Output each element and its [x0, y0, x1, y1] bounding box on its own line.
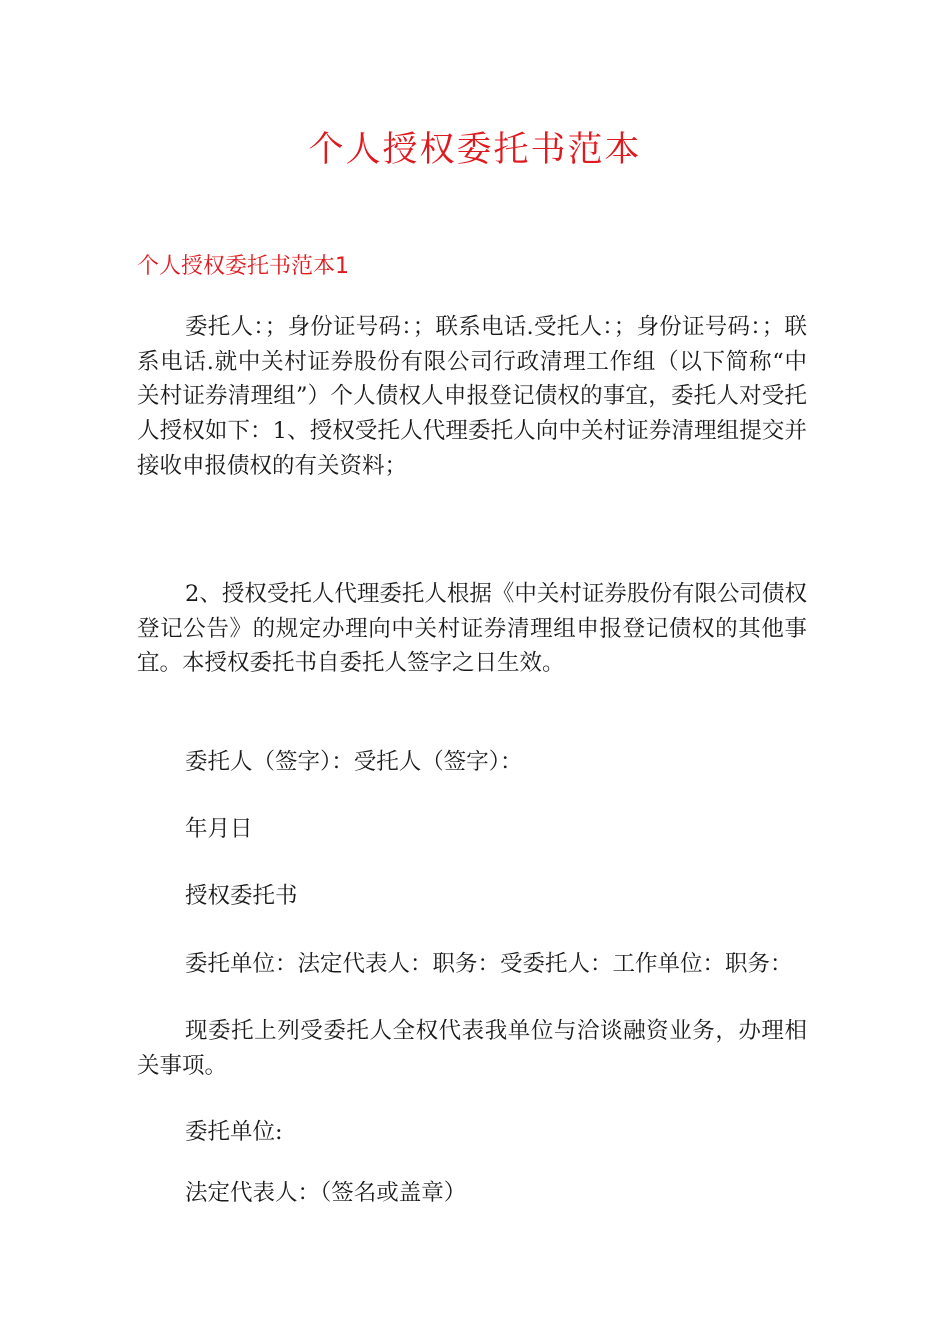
fields-line: 委托单位：法定代表人：职务：受委托人：工作单位：职务：	[185, 951, 793, 977]
signature-line: 委托人（签字）：受托人（签字）：	[185, 749, 523, 775]
section-heading: 个人授权委托书范本1	[137, 254, 349, 279]
legal-representative-line: 法定代表人：（签名或盖章）	[185, 1180, 467, 1206]
document-title: 个人授权委托书范本	[308, 130, 642, 170]
date-line: 年月日	[185, 816, 253, 842]
entrusting-unit-line: 委托单位:	[185, 1119, 283, 1145]
paragraph-authorization-scope: 2、授权受托人代理委托人根据《中关村证券股份有限公司债权登记公告》的规定办理向中关村证券清理组申报登记债权的其他事宜。本授权委托书自委托人签字之日生效。	[137, 581, 807, 677]
subtitle-power-of-attorney: 授权委托书	[185, 883, 298, 909]
paragraph-authorization-details: 委托人：；身份证号码：；联系电话.受托人：；身份证号码：；联系电话.就中关村证券股份有限公司行政清理工作组（以下简称“中关村证券清理组”）个人债权人申报登记债权的事宜，委托人对受托人授权如下：1、授权受托人代理委托人向中关村证券清理组提交并接收申报债权的有关资料；	[137, 314, 807, 479]
paragraph-entrustment: 现委托上列受委托人全权代表我单位与洽谈融资业务，办理相关事项。	[137, 1018, 807, 1079]
